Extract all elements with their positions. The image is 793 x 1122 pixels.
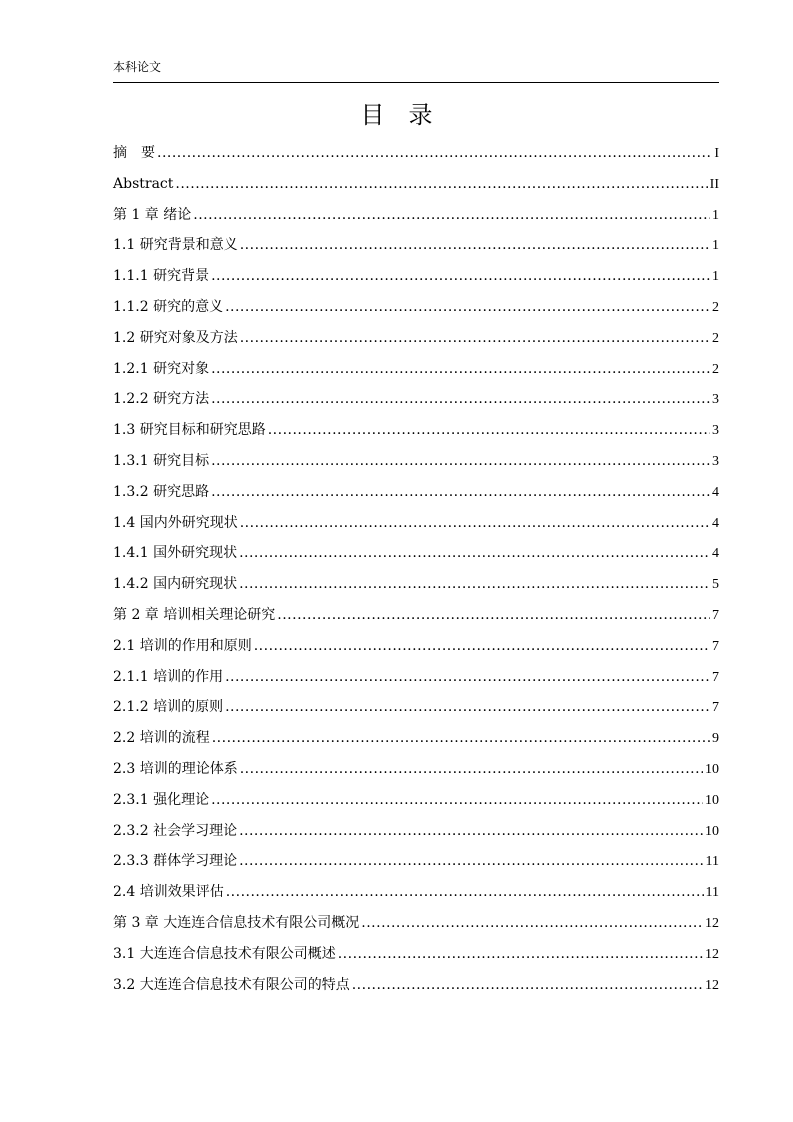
- toc-entry-page-number: 12: [705, 915, 719, 931]
- toc-dot-leader: [240, 230, 710, 261]
- toc-entry[interactable]: [113, 138, 719, 169]
- toc-entry-page-number: 7: [712, 700, 719, 716]
- toc-entry-label: 2.1 培训的作用和原则: [113, 637, 252, 654]
- toc-dot-leader: [212, 723, 710, 754]
- toc-entry-page-number: 1: [712, 269, 719, 285]
- toc-dot-leader: [211, 446, 710, 477]
- toc-dot-leader: [157, 138, 712, 169]
- toc-entry-label: 2.3 培训的理论体系: [113, 760, 238, 777]
- toc-dot-leader: [225, 292, 710, 323]
- toc-entry-label: 1.4 国内外研究现状: [113, 514, 238, 531]
- toc-dot-leader: [211, 261, 710, 292]
- toc-entry-page-number: 4: [712, 484, 719, 500]
- toc-dot-leader: [225, 692, 710, 723]
- toc-entry[interactable]: [113, 261, 719, 292]
- toc-entry-label: 1.3 研究目标和研究思路: [113, 422, 266, 439]
- toc-entry-label: 第 3 章 大连连合信息技术有限公司概况: [113, 914, 360, 931]
- toc-entry-page-number: 2: [712, 330, 719, 346]
- toc-entry-page-number: 2: [712, 361, 719, 377]
- toc-entry-page-number: 2: [712, 299, 719, 315]
- toc-entry-page-number: I: [714, 146, 719, 161]
- toc-entry-label: 第 2 章 培训相关理论研究: [113, 606, 276, 623]
- toc-entry-page-number: 10: [705, 761, 719, 777]
- toc-dot-leader: [239, 569, 710, 600]
- header-divider: [113, 82, 719, 83]
- toc-entry-page-number: 4: [712, 515, 719, 531]
- toc-dot-leader: [240, 508, 710, 539]
- toc-entry-label: 3.2 大连连合信息技术有限公司的特点: [113, 976, 350, 993]
- toc-entry-page-number: 7: [712, 638, 719, 654]
- toc-entry-label: 1.1 研究背景和意义: [113, 237, 238, 254]
- toc-entry-page-number: 9: [712, 731, 719, 747]
- toc-dot-leader: [239, 816, 703, 847]
- toc-entry-page-number: 10: [705, 792, 719, 808]
- toc-entry-page-number: 4: [712, 546, 719, 562]
- toc-entry[interactable]: [113, 477, 719, 508]
- toc-entry-page-number: 3: [712, 453, 719, 469]
- toc-entry-label: 2.2 培训的流程: [113, 730, 210, 747]
- toc-dot-leader: [268, 415, 710, 446]
- toc-entry-page-number: II: [709, 176, 719, 192]
- toc-dot-leader: [175, 169, 707, 200]
- toc-entry-label: 1.2 研究对象及方法: [113, 329, 238, 346]
- toc-entry-label: Abstract: [113, 175, 174, 192]
- toc-dot-leader: [239, 538, 710, 569]
- toc-entry-page-number: 5: [712, 577, 719, 593]
- toc-entry[interactable]: [113, 662, 719, 693]
- toc-entry-label: 摘 要: [113, 145, 155, 161]
- toc-entry[interactable]: [113, 785, 719, 816]
- toc-entry[interactable]: [113, 816, 719, 847]
- toc-entry[interactable]: [113, 631, 719, 662]
- toc-dot-leader: [239, 846, 703, 877]
- table-of-contents: [113, 138, 719, 1000]
- toc-entry[interactable]: [113, 723, 719, 754]
- toc-entry[interactable]: [113, 169, 719, 200]
- toc-dot-leader: [211, 384, 710, 415]
- toc-entry[interactable]: [113, 230, 719, 261]
- page-title: 目 录: [360, 101, 433, 129]
- toc-dot-leader: [352, 970, 703, 1001]
- toc-dot-leader: [211, 354, 710, 385]
- toc-entry-label: 1.3.1 研究目标: [113, 452, 210, 469]
- toc-entry-label: 1.2.1 研究对象: [113, 360, 210, 377]
- toc-dot-leader: [240, 754, 703, 785]
- toc-entry[interactable]: [113, 939, 719, 970]
- toc-entry[interactable]: [113, 446, 719, 477]
- toc-dot-leader: [211, 477, 710, 508]
- toc-dot-leader: [211, 785, 703, 816]
- toc-entry-label: 2.1.1 培训的作用: [113, 668, 224, 685]
- toc-entry-page-number: 12: [705, 946, 719, 962]
- toc-entry-page-number: 3: [712, 392, 719, 408]
- toc-dot-leader: [361, 908, 703, 939]
- toc-entry[interactable]: [113, 323, 719, 354]
- toc-dot-leader: [277, 600, 710, 631]
- toc-dot-leader: [226, 877, 704, 908]
- toc-entry-page-number: 11: [705, 854, 719, 870]
- toc-entry[interactable]: [113, 508, 719, 539]
- toc-entry-label: 1.3.2 研究思路: [113, 483, 210, 500]
- toc-entry[interactable]: [113, 415, 719, 446]
- toc-dot-leader: [254, 631, 710, 662]
- toc-entry-page-number: 7: [712, 607, 719, 623]
- toc-entry-page-number: 12: [705, 977, 719, 993]
- toc-entry-label: 1.4.2 国内研究现状: [113, 576, 238, 593]
- toc-entry-label: 1.4.1 国外研究现状: [113, 545, 238, 562]
- toc-entry-label: 1.1.2 研究的意义: [113, 298, 224, 315]
- toc-entry-label: 第 1 章 绪论: [113, 206, 192, 223]
- toc-entry[interactable]: [113, 754, 719, 785]
- toc-entry-page-number: 11: [705, 885, 719, 901]
- toc-dot-leader: [240, 323, 710, 354]
- toc-entry[interactable]: [113, 384, 719, 415]
- toc-entry-label: 2.1.2 培训的原则: [113, 699, 224, 716]
- toc-dot-leader: [225, 662, 710, 693]
- toc-entry[interactable]: [113, 569, 719, 600]
- toc-entry-label: 1.2.2 研究方法: [113, 391, 210, 408]
- toc-entry-page-number: 3: [712, 423, 719, 439]
- toc-entry-label: 1.1.1 研究背景: [113, 268, 210, 285]
- toc-entry[interactable]: [113, 600, 719, 631]
- toc-entry-label: 2.3.3 群体学习理论: [113, 853, 238, 870]
- toc-entry[interactable]: [113, 354, 719, 385]
- toc-entry-label: 2.3.2 社会学习理论: [113, 822, 238, 839]
- toc-dot-leader: [193, 200, 710, 231]
- toc-entry-label: 3.1 大连连合信息技术有限公司概述: [113, 945, 336, 962]
- toc-entry-page-number: 1: [712, 207, 719, 223]
- toc-entry-page-number: 7: [712, 669, 719, 685]
- toc-entry-page-number: 1: [712, 238, 719, 254]
- toc-entry[interactable]: [113, 692, 719, 723]
- running-header: 本科论文: [113, 60, 162, 74]
- toc-entry-page-number: 10: [705, 823, 719, 839]
- toc-entry-label: 2.4 培训效果评估: [113, 884, 224, 901]
- toc-entry[interactable]: [113, 538, 719, 569]
- toc-entry[interactable]: [113, 200, 719, 231]
- toc-entry[interactable]: [113, 908, 719, 939]
- toc-entry-label: 2.3.1 强化理论: [113, 791, 210, 808]
- toc-entry[interactable]: [113, 877, 719, 908]
- toc-entry[interactable]: [113, 292, 719, 323]
- toc-dot-leader: [338, 939, 703, 970]
- toc-entry[interactable]: [113, 846, 719, 877]
- toc-entry[interactable]: [113, 970, 719, 1001]
